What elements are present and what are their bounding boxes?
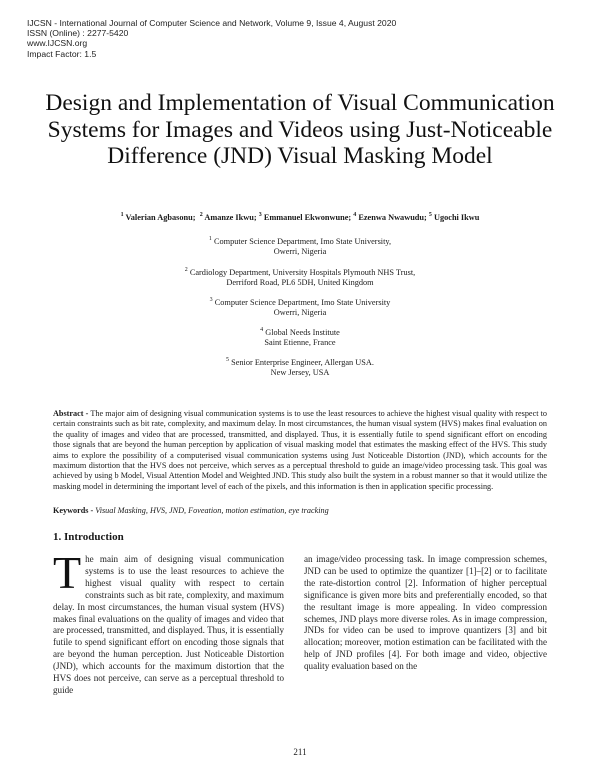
keywords-label: Keywords - bbox=[53, 506, 94, 515]
affiliation bbox=[100, 265, 500, 289]
intro-column-left bbox=[53, 547, 284, 697]
affiliation-line: Owerri, Nigeria bbox=[273, 308, 327, 318]
affiliation-mark: 2 bbox=[184, 267, 188, 273]
affiliation-line: Cardiology Department, University Hospitals Plymouth NHS Trust, bbox=[189, 267, 416, 277]
section-heading-introduction: 1. Introduction bbox=[53, 531, 124, 543]
author-name: Valerian Agbasonu; bbox=[125, 212, 196, 222]
journal-website: www.IJCSN.org bbox=[27, 38, 88, 49]
affiliation-line: Computer Science Department, Imo State University, bbox=[213, 236, 392, 246]
journal-issn: ISSN (Online) : 2277-5420 bbox=[27, 28, 129, 39]
affiliation-line: Derriford Road, PL6 5DH, United Kingdom bbox=[226, 278, 374, 288]
abstract-label: Abstract - bbox=[53, 409, 89, 418]
abstract-text: The major aim of designing visual communication systems is to use the least resources to achieve the highest visual quality with respect to certain constraints such as bit rate, complexity, and maximum delay. In most circumstances, the human visual system (HVS) makes final evaluation on the quality of images and video that are processed, transmitted, and displayed. Thus, it is essentially futile to spend significant effort on encoding those signals that are beyond the human perception by application of visual masking model that estimates the masking effect of the HVS. This study aims to explore the possibility of a computerised visual communication systems using Just Noticeable Distortion (JND), which accounts for the maximum distortion that the HVS does not perceive, which serves as a perceptual threshold to guide an image/video processing task. This goal was achieved by using b Model, Visual Attention Model and Weighted JND. This study also built the system in a robust manner so that it would utilize the masking model in determining the important level of each of the pixels, and this information is then in application specific processing. bbox=[53, 409, 547, 491]
author-mark: 4 bbox=[353, 212, 357, 218]
affiliation bbox=[100, 325, 500, 349]
author-name: Emmanuel Ekwonwune; bbox=[263, 212, 352, 222]
affiliation-mark: 3 bbox=[209, 297, 213, 303]
author-name: Amanze Ikwu; bbox=[204, 212, 257, 222]
page-number: 211 bbox=[293, 747, 307, 757]
paper-title: Design and Implementation of Visual Communication Systems for Images and Videos using Just-Noticeable Difference (JND) Visual Masking Model bbox=[45, 90, 555, 169]
affiliation-line: Computer Science Department, Imo State University bbox=[214, 297, 391, 307]
author-mark: 5 bbox=[428, 212, 432, 218]
journal-impact-factor: Impact Factor: 1.5 bbox=[27, 48, 97, 59]
journal-name: IJCSN - International Journal of Computer Science and Network, Volume 9, Issue 4, August 2020 bbox=[27, 18, 397, 28]
affiliation-line: New Jersey, USA bbox=[270, 368, 330, 378]
affiliation bbox=[100, 295, 500, 319]
drop-cap: T bbox=[53, 547, 82, 598]
affiliation-mark: 1 bbox=[208, 236, 212, 242]
abstract bbox=[53, 409, 547, 492]
affiliation-line: Saint Etienne, France bbox=[264, 338, 336, 348]
author-mark: 2 bbox=[199, 212, 203, 218]
affiliation-line: Global Needs Institute bbox=[265, 327, 340, 337]
journal-header bbox=[27, 18, 396, 59]
author-name: Ugochi Ikwu bbox=[433, 212, 480, 222]
keywords bbox=[53, 506, 547, 516]
affiliation-line: Owerri, Nigeria bbox=[273, 247, 327, 257]
intro-paragraph-left: he main aim of designing visual communication systems is to use the least resources to achieve the highest visual quality with respect to certain constraints such as bit rate, complexity, and maximum delay. In most circumstances, the human visual system (HVS) makes final evaluations on the quality of images and video that are processed, transmitted, and displayed. Thus, it is essentially futile to spend significant effort on encoding those signals that are beyond the human perception. Just Noticeable Distortion (JND), which accounts for the maximum distortion that the HVS does not perceive, can serve as a perceptual threshold to guide bbox=[53, 554, 284, 695]
affiliation bbox=[100, 234, 500, 258]
affiliation-mark: 5 bbox=[226, 357, 230, 363]
affiliation-mark: 4 bbox=[260, 327, 264, 333]
intro-paragraph-right: an image/video processing task. In image compression schemes, JND can be used to optimize the quantizer [1]–[2] or to facilitate the rate-distortion control [2]. Information of higher perceptual significance is given more bits and preferentially encoded, so that the resultant image is more appealing. In video compression schemes, JND plays more diverse roles. As in image compression, JNDs for video can be used to improve quantizers [3] and bit allocation; moreover, motion estimation can be facilitated with the help of JND profiles [4]. For both image and video, objective quality evaluation based on the bbox=[304, 554, 547, 672]
author-list bbox=[20, 212, 580, 222]
author-mark: 3 bbox=[258, 212, 262, 218]
author-name: Ezenwa Nwawudu; bbox=[358, 212, 427, 222]
intro-column-right bbox=[304, 554, 547, 673]
author-mark: 1 bbox=[120, 212, 124, 218]
affiliation-line: Senior Enterprise Engineer, Allergan USA. bbox=[231, 357, 374, 367]
keywords-text: Visual Masking, HVS, JND, Foveation, motion estimation, eye tracking bbox=[95, 506, 329, 515]
affiliation bbox=[100, 355, 500, 379]
